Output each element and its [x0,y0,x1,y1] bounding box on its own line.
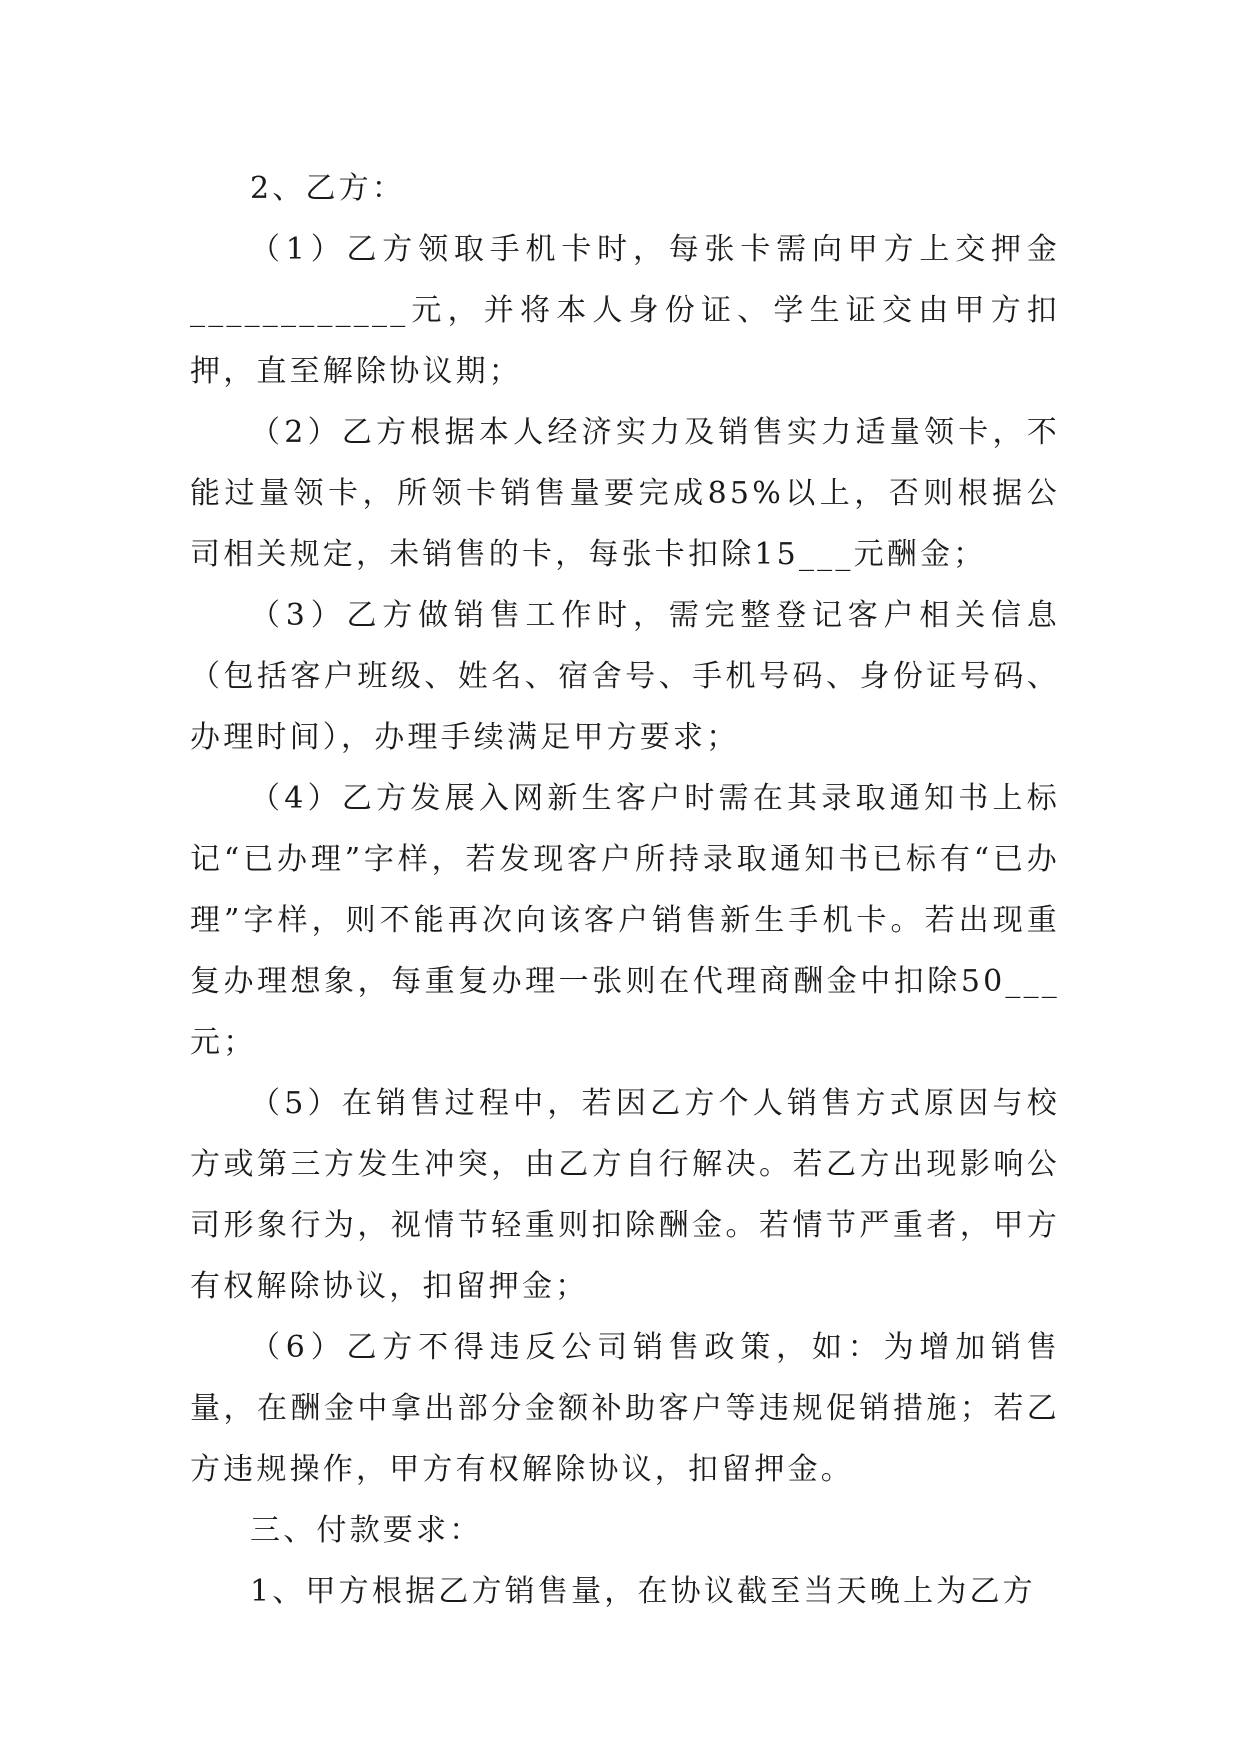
document-page [190,158,1060,1622]
payment-clause-1: 1、甲方根据乙方销售量，在协议截至当天晚上为乙方 [250,1574,1036,1609]
clause-5-conflict: （5）在销售过程中，若因乙方个人销售方式原因与校方或第三方发生冲突，由乙方自行解决。若乙方出现影响公司形象行为，视情节轻重则扣除酬金。若情节严重者，甲方有权解除协议，扣留押金； [190,1086,1060,1304]
section-heading-payment: 三、付款要求： [250,1513,483,1548]
section-heading-party-b: 2、乙方： [250,171,406,206]
clause-4-duplicate-handling: （4）乙方发展入网新生客户时需在其录取通知书上标记“已办理”字样，若发现客户所持录取通知书已标有“已办理”字样，则不能再次向该客户销售新生手机卡。若出现重复办理想象，每重复办理一张则在代理商酬金中扣除50___元； [190,781,1060,1060]
clause-2-card-quota: （2）乙方根据本人经济实力及销售实力适量领卡，不能过量领卡，所领卡销售量要完成85%以上，否则根据公司相关规定，未销售的卡，每张卡扣除15___元酬金； [190,415,1060,572]
clause-6-policy: （6）乙方不得违反公司销售政策，如：为增加销售量，在酬金中拿出部分金额补助客户等违规促销措施；若乙方违规操作，甲方有权解除协议，扣留押金。 [190,1330,1060,1487]
clause-1-deposit: （1）乙方领取手机卡时，每张卡需向甲方上交押金____________元，并将本人身份证、学生证交由甲方扣押，直至解除协议期； [190,232,1060,389]
clause-3-customer-info: （3）乙方做销售工作时，需完整登记客户相关信息（包括客户班级、姓名、宿舍号、手机号码、身份证号码、办理时间），办理手续满足甲方要求； [190,598,1060,755]
